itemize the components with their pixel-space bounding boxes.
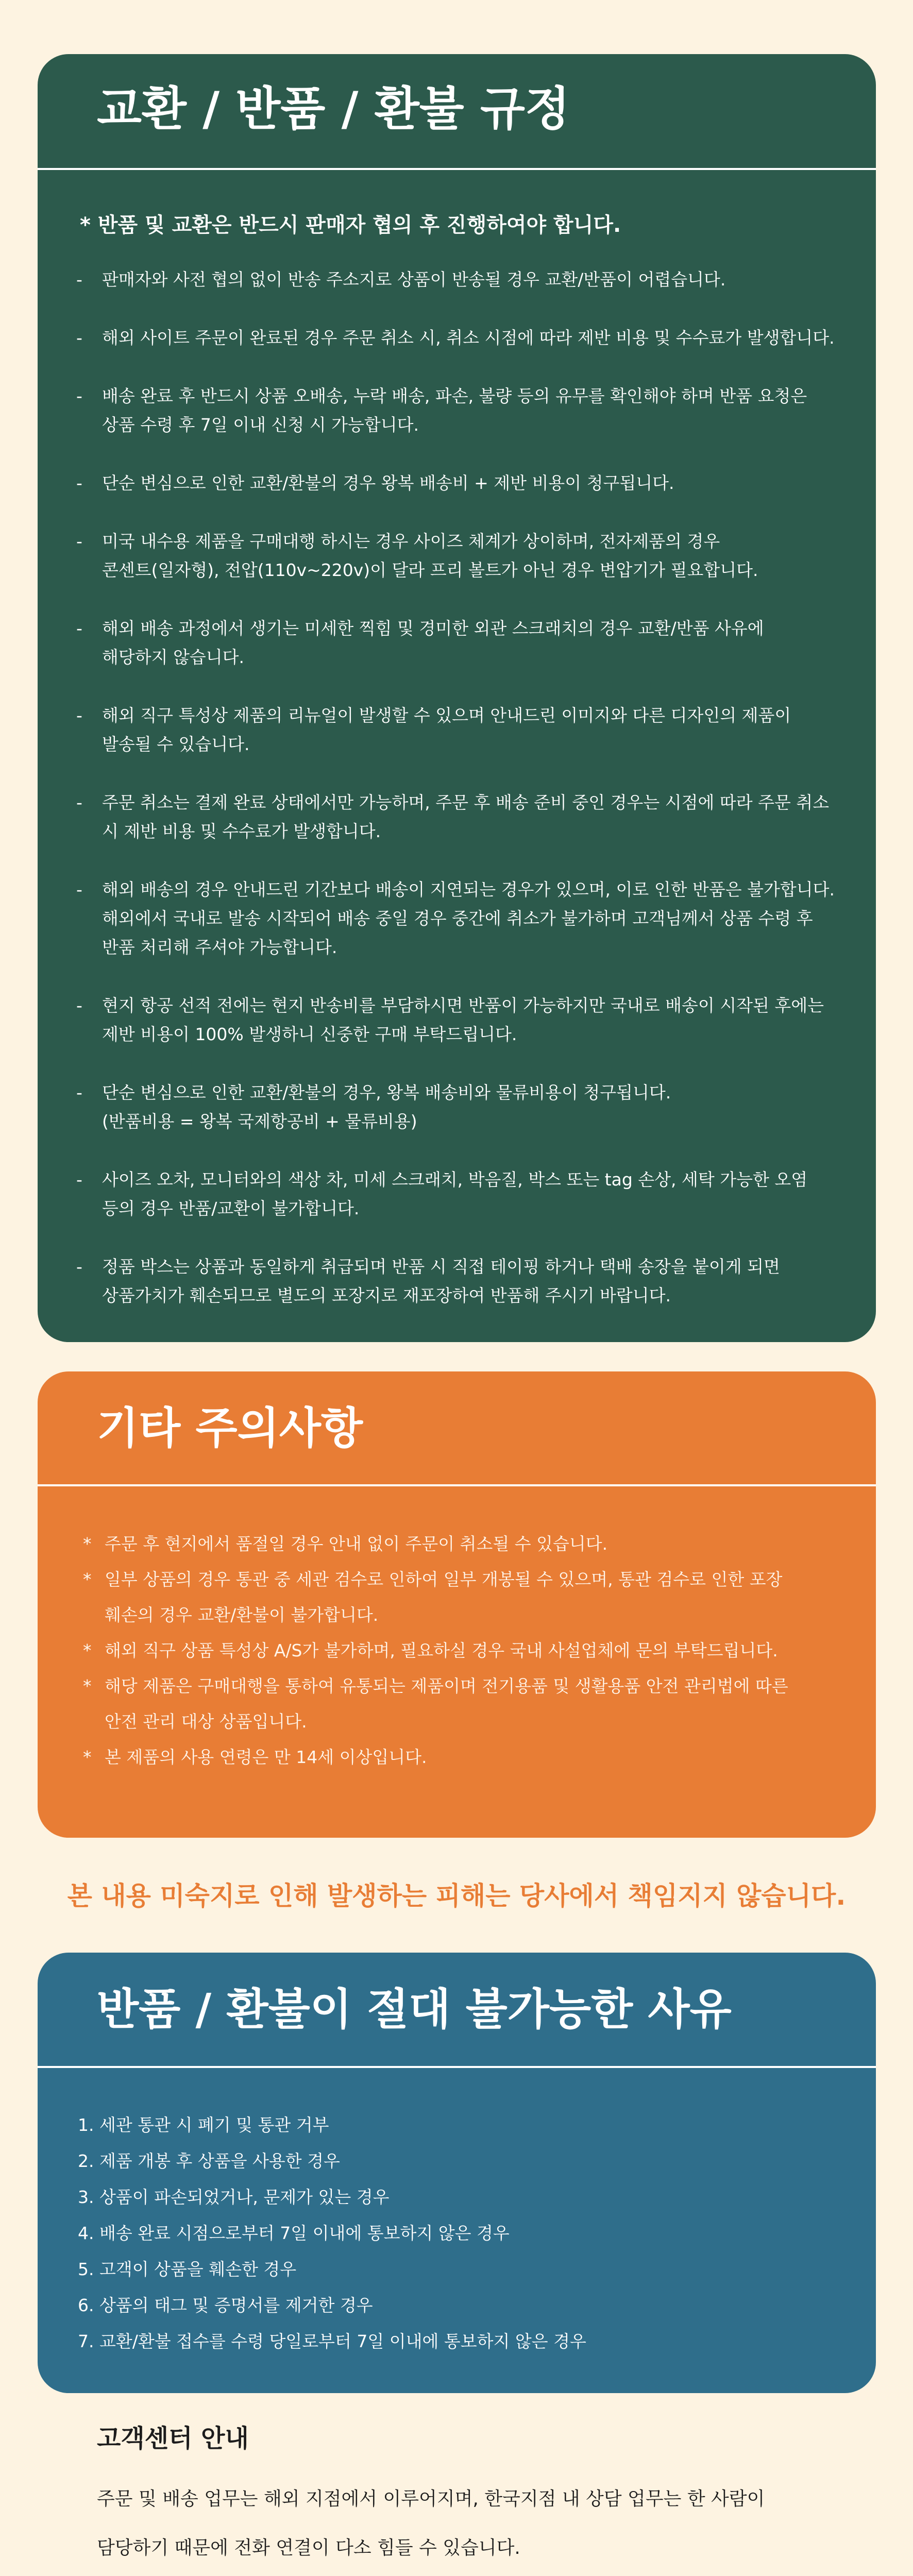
list-item: - 해외 사이트 주문이 완료된 경우 주문 취소 시, 취소 시점에 따라 제반 비용 및 수수료가 발생합니다. [76,324,870,352]
no-return-list [78,2107,586,2360]
list-item: - 해외 배송의 경우 안내드린 기간보다 배송이 지연되는 경우가 있으며, 이로 인한 반품은 불가합니다. 해외에서 국내로 발송 시작되어 배송 중일 경우 중간에 취소가 불가하며 고객님께서 상품 수령 후 반품 처리해 주셔야 가능합니다. [76,875,870,962]
list-item: 2. 제품 개봉 후 상품을 사용한 경우 [78,2151,340,2171]
no-return-card [38,1953,876,2393]
list-item: 4. 배송 완료 시점으로부터 7일 이내에 통보하지 않은 경우 [78,2223,510,2243]
list-item: 1. 세관 통관 시 폐기 및 통관 거부 [78,2115,329,2135]
exchange-policy-card [38,54,876,1342]
other-notes-header [38,1371,876,1486]
header-divider [38,1484,876,1486]
list-item: * 주문 후 현지에서 품절일 경우 안내 없이 주문이 취소될 수 있습니다. [83,1526,846,1562]
list-item: - 정품 박스는 상품과 동일하게 취급되며 반품 시 직접 테이핑 하거나 택배 송장을 붙이게 되면 상품가치가 훼손되므로 별도의 포장지로 재포장하여 반품해 주시기 바랍니다. [76,1252,870,1310]
list-item: 5. 고객이 상품을 훼손한 경우 [78,2259,297,2279]
header-divider [38,168,876,170]
list-item: - 주문 취소는 결제 완료 상태에서만 가능하며, 주문 후 배송 준비 중인 경우는 시점에 따라 주문 취소 시 제반 비용 및 수수료가 발생합니다. [76,788,870,846]
list-item: * 해당 제품은 구매대행을 통하여 유통되는 제품이며 전기용품 및 생활용품 안전 관리법에 따른 안전 관리 대상 상품입니다. [83,1668,846,1739]
exchange-policy-title: 교환 / 반품 / 환불 규정 [97,82,570,136]
list-item: 6. 상품의 태그 및 증명서를 제거한 경우 [78,2295,373,2315]
exchange-policy-header [38,54,876,169]
no-return-title: 반품 / 환불이 절대 불가능한 사유 [97,1984,732,2035]
customer-service-section [97,2424,765,2576]
exchange-policy-lead: * 반품 및 교환은 반드시 판매자 협의 후 진행하여야 합니다. [80,213,621,237]
list-item: - 단순 변심으로 인한 교환/환불의 경우 왕복 배송비 + 제반 비용이 청구됩니다. [76,469,870,498]
customer-service-title: 고객센터 안내 [97,2424,249,2453]
list-item: 7. 교환/환불 접수를 수령 당일로부터 7일 이내에 통보하지 않은 경우 [78,2331,586,2351]
list-item: - 배송 완료 후 반드시 상품 오배송, 누락 배송, 파손, 불량 등의 유무를 확인해야 하며 반품 요청은 상품 수령 후 7일 이내 신청 시 가능합니다. [76,382,870,439]
other-notes-card [38,1371,876,1838]
customer-service-body: 주문 및 배송 업무는 해외 지점에서 이루어지며, 한국지점 내 상담 업무는 한 사람이 담당하기 때문에 전화 연결이 다소 힘들 수 있습니다. [97,2488,765,2558]
list-item: * 해외 직구 상품 특성상 A/S가 불가하며, 필요하실 경우 국내 사설업체에 문의 부탁드립니다. [83,1633,846,1668]
list-item: - 해외 직구 특성상 제품의 리뉴얼이 발생할 수 있으며 안내드린 이미지와 다른 디자인의 제품이 발송될 수 있습니다. [76,701,870,759]
header-divider [38,2066,876,2068]
list-item: - 판매자와 사전 협의 없이 반송 주소지로 상품이 반송될 경우 교환/반품이 어렵습니다. [76,265,870,294]
list-item: - 현지 항공 선적 전에는 현지 반송비를 부담하시면 반품이 가능하지만 국내로 배송이 시작된 후에는 제반 비용이 100% 발생하니 신중한 구매 부탁드립니다. [76,991,870,1049]
list-item: - 사이즈 오차, 모니터와의 색상 차, 미세 스크래치, 박음질, 박스 또는 tag 손상, 세탁 가능한 오염 등의 경우 반품/교환이 불가합니다. [76,1165,870,1223]
list-item: - 미국 내수용 제품을 구매대행 하시는 경우 사이즈 체계가 상이하며, 전자제품의 경우 콘센트(일자형), 전압(110v~220v)이 달라 프리 볼트가 아닌 경우 변압기가 필요합니다. [76,527,870,585]
list-item: * 본 제품의 사용 연령은 만 14세 이상입니다. [83,1739,846,1775]
exchange-policy-list [76,265,870,1340]
disclaimer-warning: 본 내용 미숙지로 인해 발생하는 피해는 당사에서 책임지지 않습니다. [67,1881,846,1911]
list-item: * 일부 상품의 경우 통관 중 세관 검수로 인하여 일부 개봉될 수 있으며, 통관 검수로 인한 포장 훼손의 경우 교환/환불이 불가합니다. [83,1562,846,1633]
list-item: - 해외 배송 과정에서 생기는 미세한 찍힘 및 경미한 외관 스크래치의 경우 교환/반품 사유에 해당하지 않습니다. [76,614,870,672]
other-notes-list [83,1526,846,1775]
list-item: - 단순 변심으로 인한 교환/환불의 경우, 왕복 배송비와 물류비용이 청구됩니다. (반품비용 = 왕복 국제항공비 + 물류비용) [76,1078,870,1136]
list-item: 3. 상품이 파손되었거나, 문제가 있는 경우 [78,2187,390,2207]
no-return-header [38,1953,876,2068]
other-notes-title: 기타 주의사항 [97,1403,363,1453]
